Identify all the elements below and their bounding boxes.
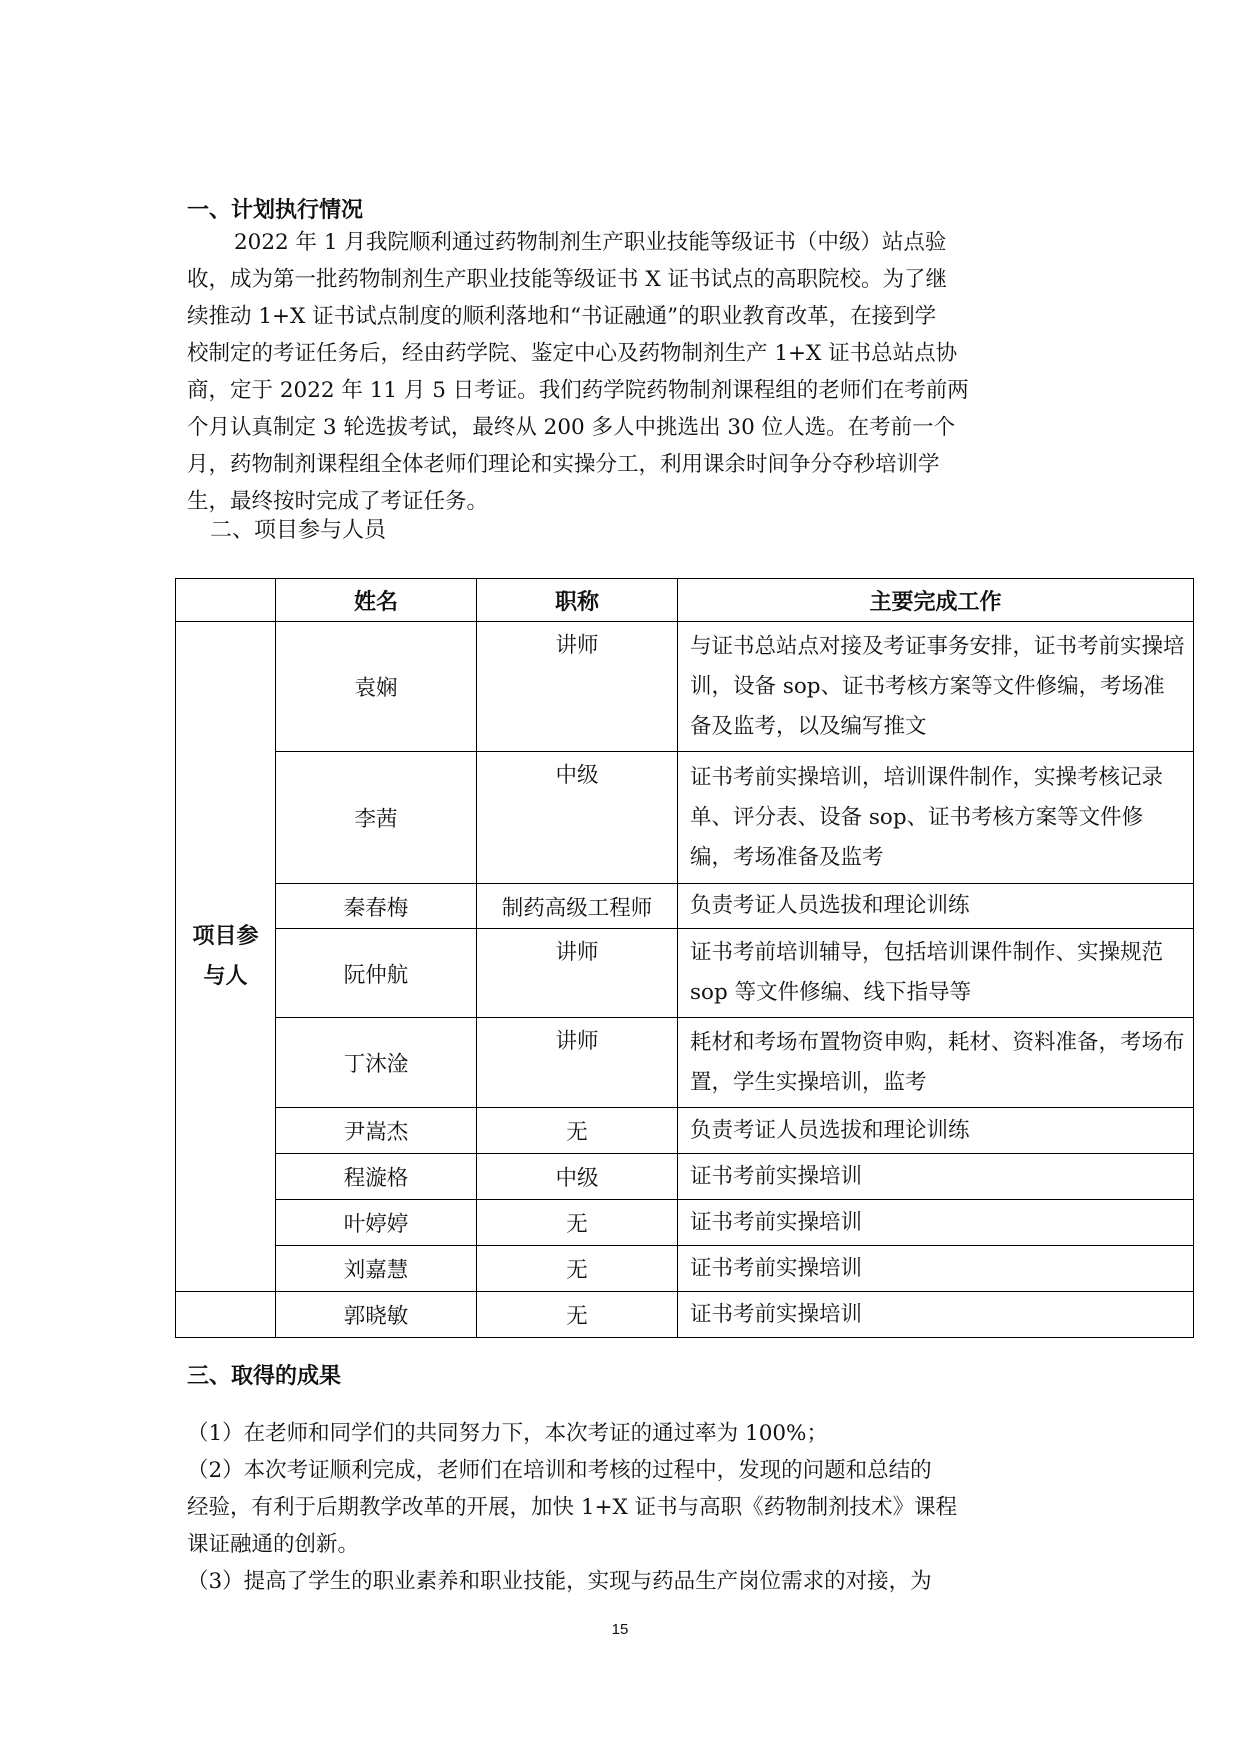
table-row [176,1246,1194,1292]
column-header-work: 主要完成工作 [678,579,1194,622]
cell-name: 刘嘉慧 [276,1246,477,1292]
paragraph-line: 收，成为第一批药物制剂生产职业技能等级证书 X 证书试点的高职院校。为了继 [187,267,947,292]
cell-work: 证书考前实操培训 [678,1292,1194,1338]
section-heading-participants: 二、项目参与人员 [210,518,387,543]
group-empty-cell [176,1292,276,1338]
paragraph-line: （1）在老师和同学们的共同努力下，本次考证的通过率为 100%； [187,1421,828,1446]
paragraph-line: 续推动 1+X 证书试点制度的顺利落地和“书证融通”的职业教育改革，在接到学 [187,304,937,329]
section-heading-results: 三、取得的成果 [187,1364,342,1389]
page-number: 15 [611,1621,629,1638]
cell-title: 讲师 [477,622,678,752]
cell-title: 中级 [477,1154,678,1200]
cell-name: 阮仲航 [276,929,477,1018]
participants-table [175,578,1194,1338]
cell-work: 证书考前实操培训 [678,1154,1194,1200]
paragraph-line: 经验，有利于后期教学改革的开展，加快 1+X 证书与高职《药物制剂技术》课程 [187,1495,958,1520]
paragraph-line: 商，定于 2022 年 11 月 5 日考证。我们药学院药物制剂课程组的老师们在考前两 [187,378,969,403]
cell-name: 叶婷婷 [276,1200,477,1246]
group-label-line: 与人 [203,963,248,989]
cell-title: 无 [477,1292,678,1338]
cell-name: 袁娴 [276,622,477,752]
table-header-row [176,579,1194,622]
table-row [176,1108,1194,1154]
table-header-empty-cell [176,579,276,622]
paragraph-line: 个月认真制定 3 轮选拔考试，最终从 200 多人中挑选出 30 位人选。在考前一个 [187,415,956,440]
cell-title: 讲师 [477,929,678,1018]
cell-work: 负责考证人员选拔和理论训练 [678,884,1194,929]
paragraph-line: 校制定的考证任务后，经由药学院、鉴定中心及药物制剂生产 1+X 证书总站点协 [187,341,958,366]
cell-name: 李茜 [276,752,477,884]
table-row [176,884,1194,929]
cell-title: 讲师 [477,1018,678,1108]
cell-work: 与证书总站点对接及考证事务安排，证书考前实操培训，设备 sop、证书考核方案等文件修编，考场准备及监考，以及编写推文 [678,622,1194,752]
cell-work: 证书考前培训辅导，包括培训课件制作、实操规范 sop 等文件修编、线下指导等 [678,929,1194,1018]
cell-name: 程漩格 [276,1154,477,1200]
section-heading-plan-execution: 一、计划执行情况 [187,198,364,223]
cell-work: 证书考前实操培训 [678,1200,1194,1246]
column-header-name: 姓名 [276,579,477,622]
cell-work: 耗材和考场布置物资申购，耗材、资料准备，考场布置，学生实操培训，监考 [678,1018,1194,1108]
cell-name: 郭晓敏 [276,1292,477,1338]
group-label-line: 项目参 [192,923,259,949]
paragraph-line: 课证融通的创新。 [187,1532,360,1557]
table-row [176,1200,1194,1246]
table-row [176,1018,1194,1108]
paragraph-line: （3）提高了学生的职业素养和职业技能，实现与药品生产岗位需求的对接，为 [187,1569,932,1594]
cell-name: 尹嵩杰 [276,1108,477,1154]
table-row [176,752,1194,884]
cell-title: 中级 [477,752,678,884]
plan-execution-paragraph [187,224,1047,520]
paragraph-line: 生，最终按时完成了考证任务。 [187,489,489,514]
results-paragraph [187,1415,1047,1600]
column-header-title: 职称 [477,579,678,622]
paragraph-line: （2）本次考证顺利完成，老师们在培训和考核的过程中，发现的问题和总结的 [187,1458,932,1483]
cell-name: 丁沐淦 [276,1018,477,1108]
table-row [176,1292,1194,1338]
cell-work: 证书考前实操培训 [678,1246,1194,1292]
table-row [176,622,1194,752]
cell-title: 无 [477,1200,678,1246]
paragraph-line: 2022 年 1 月我院顺利通过药物制剂生产职业技能等级证书（中级）站点验 [234,230,947,255]
cell-title: 无 [477,1246,678,1292]
table-row [176,1154,1194,1200]
table-row [176,929,1194,1018]
paragraph-line: 月，药物制剂课程组全体老师们理论和实操分工，利用课余时间争分夺秒培训学 [187,452,940,477]
cell-work: 负责考证人员选拔和理论训练 [678,1108,1194,1154]
cell-title: 制药高级工程师 [477,884,678,929]
cell-work: 证书考前实操培训，培训课件制作，实操考核记录单、评分表、设备 sop、证书考核方案等文件修编，考场准备及监考 [678,752,1194,884]
cell-title: 无 [477,1108,678,1154]
group-label-cell [176,622,276,1292]
cell-name: 秦春梅 [276,884,477,929]
